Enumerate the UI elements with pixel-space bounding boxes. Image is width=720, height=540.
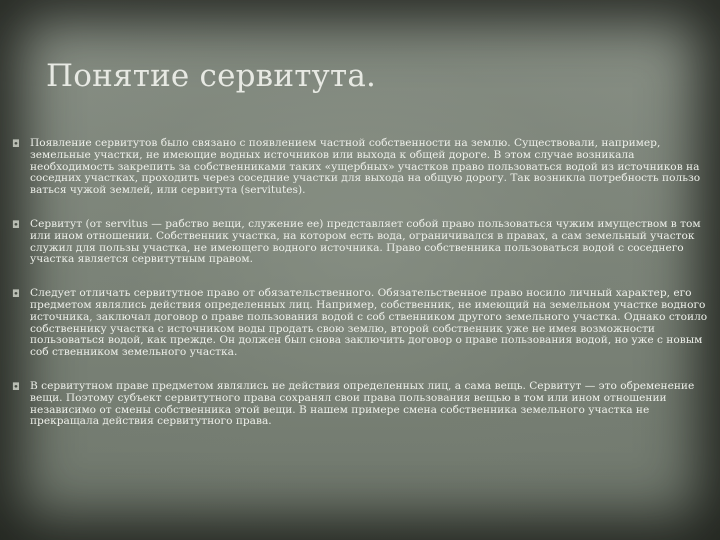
bullet-icon: ◘: [12, 289, 20, 301]
content-list: [10, 138, 710, 428]
bullet-icon: ◘: [12, 381, 20, 393]
paragraph-text: Сервитут (от servitus — рабство вещи, служение ее) представляет собой право пользоваться чужим имуществом в том или ином отношении. Собственник участка, на котором есть вода, ограничивался в правах, а сам земельный участок служил для пользы участка, не имеющего водного источника. Право собственника пользоваться водой с соседнего участка является сервитутным правом.: [30, 217, 701, 266]
bullet-icon: ◘: [12, 219, 20, 231]
bullet-icon: ◘: [12, 139, 20, 150]
paragraph-text: Появление сервитутов было связано с появлением частной собственности на землю. Существовали, например, земельные участки, не имеющие водных источников или выхода к общей дороге. В этом случае возникала необходимость закрепить за собственниками таких «ущербных» участков право пользоваться водой из источников на соседних участках, проходить через соседние участки для выхода на общую дорогу. Так возникла потребность пользо ваться чужой землей, или сервитута (servitutes).: [30, 137, 701, 197]
paragraph-origin: [10, 138, 710, 197]
paragraph-distinction: [10, 288, 710, 359]
paragraph-subject: [10, 381, 710, 428]
paragraph-definition: [10, 219, 710, 266]
paragraph-text: В сервитутном праве предметом являлись не действия определенных лиц, а сама вещь. Сервитут — это обременение вещи. Поэтому субъект сервитутного права сохранял свои права пользования вещью в том или ином отношении независимо от смены собственника этой вещи. В нашем примере смена собственника земельного участка не прекращала действия сервитутного права.: [30, 379, 695, 428]
slide-title: Понятие сервитута.: [46, 58, 377, 94]
paragraph-text: Следует отличать сервитутное право от обязательственного. Обязательственное право носило личный характер, его предметом являлись действия определенных лиц. Например, собственник, не имеющий на земельном участке водного источника, заключал договор о праве пользования водой с соб ственником другого земельного участка. Однако стоило собственнику участка с источником воды продать свою землю, второй собственник уже не имея возможности пользоваться водой, как прежде. Он должен был снова заключить договор о праве пользования водой, но уже с новым соб ственником земельного участка.: [30, 287, 708, 359]
